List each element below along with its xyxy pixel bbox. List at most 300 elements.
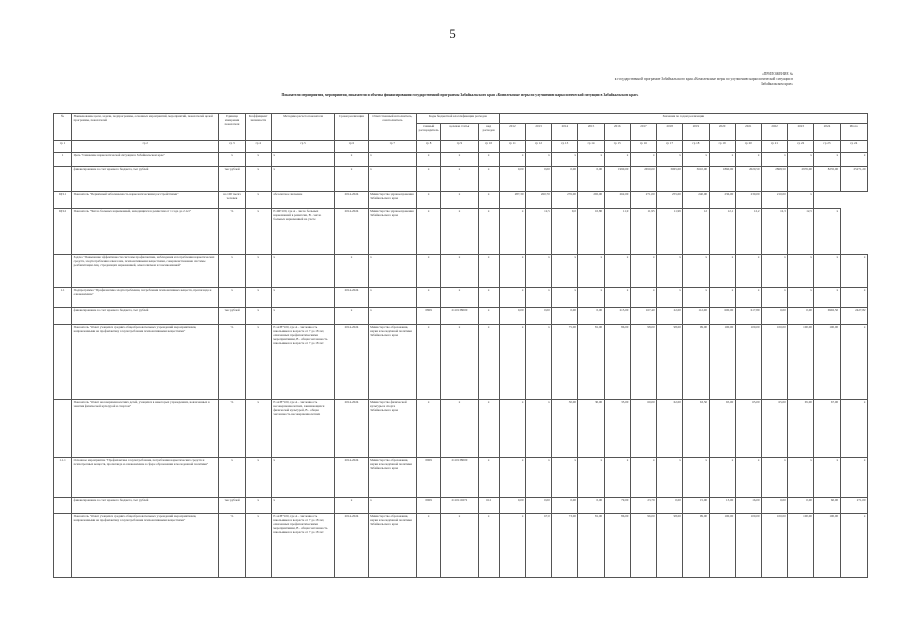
table-cell: х [683, 288, 709, 308]
table-cell: х [578, 255, 604, 288]
table-cell: абсолютное значение [271, 192, 335, 209]
table-cell: 100,00 [788, 325, 814, 400]
row-name-cell: финансирование за счет краевого бюджета, тыс рублей [72, 498, 219, 514]
column-numbers-row [54, 141, 868, 153]
table-cell: х [788, 255, 814, 288]
header-term: Сроки реализации [335, 114, 368, 141]
table-cell: х [219, 458, 245, 498]
table-cell: х [271, 153, 335, 167]
header-budget-sub: вид расходов [478, 124, 499, 141]
header-budget-sub: главный распорядитель [417, 124, 441, 141]
table-cell: х [499, 514, 525, 578]
table-cell: 276,00 [552, 192, 578, 209]
table-cell: х [441, 153, 478, 167]
table-row [54, 514, 868, 578]
table-cell: 1 [54, 153, 72, 167]
row-name-cell: финансирование за счет краевого бюджета, тыс рублей [72, 167, 219, 192]
column-number-cell: гр 11 [499, 141, 525, 153]
table-cell: х [245, 400, 271, 458]
table-cell: х [368, 167, 416, 192]
table-cell: 271,00 [840, 498, 867, 514]
table-cell: 60,00 [814, 498, 840, 514]
table-cell: 600,00 [709, 308, 735, 325]
table-cell: 2110110272 [441, 498, 478, 514]
table-cell: х [368, 498, 416, 514]
table-cell: 100,00 [761, 325, 787, 400]
table-cell: 0,00 [525, 167, 551, 192]
table-cell: х [368, 153, 416, 167]
table-cell: х [709, 153, 735, 167]
row-name-cell: Подпрограмма "Профилактика злоупотребления, потребления психоактивных веществ, пропаганда и ознакомление" [72, 288, 219, 308]
table-cell: х [630, 255, 656, 288]
header-unit: Единица измерения показателя [219, 114, 245, 141]
table-cell: 35,00 [604, 400, 630, 458]
table-cell: 240,00 [683, 192, 709, 209]
table-cell: х [735, 153, 761, 167]
table-cell: 67,0 [525, 514, 551, 578]
table-cell: 2014-2024 [335, 288, 368, 308]
table-row [54, 498, 868, 514]
column-number-cell: гр 12 [525, 141, 551, 153]
table-cell: 65,00 [709, 400, 735, 458]
table-cell: тыс рублей [219, 498, 245, 514]
table-cell: х [840, 325, 867, 400]
table-cell: 81,00 [578, 325, 604, 400]
table-cell: 15,00 [683, 498, 709, 514]
table-cell: х [499, 255, 525, 288]
header-coef: Коэффициент значимости [245, 114, 271, 141]
column-number-cell: гр 1 [54, 141, 72, 153]
table-cell: х [525, 458, 551, 498]
table-cell: х [814, 255, 840, 288]
table-cell: 30,00 [552, 400, 578, 458]
table-cell: 260,70 [525, 192, 551, 209]
table-cell: 0,00 [788, 498, 814, 514]
table-cell: 12 [683, 209, 709, 255]
table-cell: 22,00 [657, 308, 683, 325]
table-cell: х [630, 458, 656, 498]
table-cell: х [441, 192, 478, 209]
table-cell: х [604, 288, 630, 308]
table-cell: 16,00 [735, 498, 761, 514]
table-cell: 12,1 [709, 209, 735, 255]
column-number-cell: гр 20 [735, 141, 761, 153]
table-cell: 0809 [417, 308, 441, 325]
table-cell: 2110138000 [441, 308, 478, 325]
table-cell: х [417, 167, 441, 192]
table-row [54, 400, 868, 458]
table-cell: тыс рублей [219, 167, 245, 192]
table-cell: х [840, 458, 867, 498]
table-cell: х [840, 288, 867, 308]
table-cell: х [245, 308, 271, 325]
row-name-cell: Показатель "Число больных наркоманией, находящихся в ремиссии от 1 года до 2 лет" [72, 209, 219, 255]
table-cell: х [604, 255, 630, 288]
table-cell: х [814, 153, 840, 167]
table-cell: х [441, 400, 478, 458]
appendix-line-1: к государственной программе Забайкальского края «Комплексные меры по улучшению наркологической ситуации в [614, 77, 793, 81]
table-cell: х [578, 458, 604, 498]
table-cell: 3065,00 [657, 167, 683, 192]
table-cell: 0909 [417, 458, 441, 498]
header-year: 2013 [525, 124, 551, 141]
column-number-cell: гр 23 [814, 141, 840, 153]
table-cell: х [478, 325, 499, 400]
table-cell: 2650,00 [630, 167, 656, 192]
table-cell: 67,00 [814, 400, 840, 458]
table-cell: 60,00 [630, 400, 656, 458]
header-year: 2014 [552, 124, 578, 141]
table-cell [54, 308, 72, 325]
table-cell: х [441, 325, 478, 400]
table-cell: 2014-2024 [335, 400, 368, 458]
table-cell: 75,00 [552, 325, 578, 400]
table-cell: х [478, 308, 499, 325]
table-cell: х [735, 458, 761, 498]
table-row [54, 167, 868, 192]
header-year: 2016 [604, 124, 630, 141]
table-cell: х [441, 514, 478, 578]
table-cell: х [441, 288, 478, 308]
table-cell: 0,00 [788, 308, 814, 325]
table-cell: 271,00 [630, 192, 656, 209]
table-cell: 262,00 [604, 192, 630, 209]
row-name-cell: Показатель "Охват учащихся средних общеобразовательных учреждений мероприятиями, направленными на профилактику злоупотребления психоактивными веществами" [72, 514, 219, 578]
table-cell [54, 325, 72, 400]
table-cell: х [478, 458, 499, 498]
table-cell: 12,3 [761, 209, 787, 255]
table-cell: % [219, 514, 245, 578]
table-cell: 112,00 [683, 308, 709, 325]
table-cell: 230,00 [735, 192, 761, 209]
table-cell: х [552, 153, 578, 167]
table-cell: ЦП.1 [54, 192, 72, 209]
table-cell: 12,5 [525, 209, 551, 255]
appendix-block [513, 72, 793, 87]
header-budget-sub: целевая статья [441, 124, 478, 141]
table-cell: 10,80 [578, 209, 604, 255]
table-cell: 1860,00 [709, 167, 735, 192]
table-cell: 1990,00 [604, 167, 630, 192]
column-number-cell: гр 2 [72, 141, 219, 153]
table-cell: х [335, 498, 368, 514]
table-cell: х [417, 325, 441, 400]
table-cell: х [368, 308, 416, 325]
header-year: 2015 [578, 124, 604, 141]
table-cell: х [814, 458, 840, 498]
column-number-cell: гр 4 [245, 141, 271, 153]
table-cell: х [735, 288, 761, 308]
table-cell: х [657, 153, 683, 167]
table-cell: 12,2 [735, 209, 761, 255]
table-cell: 30,00 [578, 400, 604, 458]
table-cell: 100,00 [735, 514, 761, 578]
table-cell: х [657, 458, 683, 498]
table-cell: х [604, 153, 630, 167]
table-cell: Министерство образования, науки и молодёжной политики Забайкальского края [368, 458, 416, 498]
table-cell: тыс рублей [219, 308, 245, 325]
table-cell: х [245, 209, 271, 255]
table-cell: 0,00 [499, 308, 525, 325]
table-cell: 86,00 [604, 514, 630, 578]
table-cell: 98,00 [657, 514, 683, 578]
header-year: 2024 [814, 124, 840, 141]
header-year: 2018 [657, 124, 683, 141]
table-cell: х [245, 167, 271, 192]
table-cell: х [245, 325, 271, 400]
table-cell: 100,00 [814, 325, 840, 400]
table-cell: Р=А/В*100, где А - численность школьников в возрасте от 7 до 18 лет, охваченных профилактическими мероприятиями, В - общая численность школьников в возрасте от 7 до 18 лет [271, 325, 335, 400]
table-cell: х [788, 192, 814, 209]
table-cell: 65,00 [788, 400, 814, 458]
row-name-cell: Показатель "Охват учащихся средних общеобразовательных учреждений мероприятиями, направленными на профилактику злоупотребления психоактивными веществами" [72, 325, 219, 400]
table-cell: х [441, 167, 478, 192]
table-cell: 0,00 [578, 167, 604, 192]
table-cell: х [525, 325, 551, 400]
header-year: 2022 [761, 124, 787, 141]
table-cell: х [552, 255, 578, 288]
table-cell: 2014-2024 [335, 514, 368, 578]
table-cell: 617,89 [735, 308, 761, 325]
column-number-cell: гр 6 [335, 141, 368, 153]
table-row [54, 325, 868, 400]
column-number-cell: гр 22 [788, 141, 814, 153]
table-cell: 255,00 [657, 192, 683, 209]
table-cell: 8235,00 [814, 167, 840, 192]
table-cell: 86,00 [604, 325, 630, 400]
table-cell: 2868,50 [761, 167, 787, 192]
table-cell: 3610,00 [683, 167, 709, 192]
table-cell: 2110138000 [441, 458, 478, 498]
table-cell: 79,00 [604, 498, 630, 514]
row-name-cell: Задача "Повышение эффективности системы профилактики, наблюдения и потребления наркотических средств, злоупотребления алкоголем, психоактивными веществами, совершенствование системы реабилитации лиц, страдающих наркоманией, алкоголизмом и токсикоманией" [72, 255, 219, 288]
table-cell: х [525, 400, 551, 458]
table-cell: х [478, 255, 499, 288]
table-cell: 2014-2024 [335, 458, 368, 498]
table-cell: 99,00 [683, 325, 709, 400]
table-cell: х [735, 255, 761, 288]
table-row [54, 153, 868, 167]
table-cell: х [478, 514, 499, 578]
header-method: Методика расчета показателя [271, 114, 335, 141]
table-cell: х [271, 498, 335, 514]
table-cell: х [417, 192, 441, 209]
header-resp: Ответственный исполнитель, соисполнитель [368, 114, 416, 141]
table-cell: Министерство образования, науки и молодёжной политики Забайкальского края [368, 514, 416, 578]
table-cell: х [499, 400, 525, 458]
table-cell: х [219, 153, 245, 167]
table-cell: х [630, 288, 656, 308]
table-cell: х [271, 255, 335, 288]
row-name-cell: Показатель "Охват несовершеннолетних детей, учащихся в некоторых учреждениях, вовлеченных в занятия физической культурой и спортом" [72, 400, 219, 458]
column-number-cell: гр 8 [417, 141, 441, 153]
header-no: № [54, 114, 72, 141]
row-name-cell: финансирование за счет краевого бюджета, тыс рублей [72, 308, 219, 325]
table-cell: на 100 тысяч человек [219, 192, 245, 209]
table-cell: х [499, 325, 525, 400]
table-cell [54, 498, 72, 514]
table-cell: х [657, 255, 683, 288]
table-cell: х [840, 153, 867, 167]
table-cell: х [788, 153, 814, 167]
row-name-cell: Показатель "Первичный заболеваемость наркологическими расстройствами" [72, 192, 219, 209]
header-name: Наименование цели, задачи, подпрограммы, основных мероприятий, мероприятий, показателей целей программы, показателей [72, 114, 219, 141]
table-cell: 0,00 [552, 308, 578, 325]
table-cell: х [245, 153, 271, 167]
table-cell: х [499, 288, 525, 308]
table-cell: х [578, 288, 604, 308]
table-cell: х [417, 288, 441, 308]
table-cell: х [683, 153, 709, 167]
header-year: 2021 [735, 124, 761, 141]
table-cell: х [271, 288, 335, 308]
table-cell: х [525, 288, 551, 308]
table-cell: 96,00 [630, 514, 656, 578]
table-cell: х [417, 153, 441, 167]
table-cell: х [478, 153, 499, 167]
appendix-title: «ПРИЛОЖЕНИЕ № [761, 72, 793, 76]
table-cell: 215,00 [604, 308, 630, 325]
table-cell [54, 400, 72, 458]
column-number-cell: гр 18 [683, 141, 709, 153]
table-cell: 2014-2024 [335, 209, 368, 255]
table-cell: 23,79 [630, 498, 656, 514]
column-number-cell: гр 13 [552, 141, 578, 153]
table-cell: 100,00 [709, 514, 735, 578]
table-cell: х [478, 400, 499, 458]
table-cell: х [271, 458, 335, 498]
table-cell: х [219, 255, 245, 288]
table-cell: х [814, 288, 840, 308]
table-cell: х [709, 288, 735, 308]
table-cell: х [840, 514, 867, 578]
table-cell: х [578, 153, 604, 167]
table-cell: % [219, 400, 245, 458]
table-cell: х [761, 255, 787, 288]
table-cell: 11,95 [630, 209, 656, 255]
table-cell: х [441, 209, 478, 255]
table-cell: х [478, 288, 499, 308]
table-cell: 63,50 [683, 400, 709, 458]
header-year: 2017 [630, 124, 656, 141]
table-cell: х [552, 288, 578, 308]
table-cell: 98,00 [657, 325, 683, 400]
header-budget-code: Коды бюджетной классификации расходов [417, 114, 500, 124]
table-cell: 265,00 [578, 192, 604, 209]
table-cell: х [683, 458, 709, 498]
header-year: 2020 [709, 124, 735, 141]
column-number-cell: гр 3 [219, 141, 245, 153]
table-cell: х [499, 153, 525, 167]
table-cell: 0,00 [552, 498, 578, 514]
table-cell: 100,00 [709, 325, 735, 400]
table-cell: 167,40 [630, 308, 656, 325]
table-cell: Министерство здравоохранения Забайкальского края [368, 209, 416, 255]
column-number-cell: гр 19 [709, 141, 735, 153]
table-cell: 1.1.1 [54, 458, 72, 498]
table-row [54, 255, 868, 288]
table-cell: 81,00 [578, 514, 604, 578]
column-number-cell: гр 24 [840, 141, 867, 153]
table-cell [54, 255, 72, 288]
table-cell: 0,00 [657, 498, 683, 514]
table-cell: 0,00 [525, 308, 551, 325]
table-cell: х [552, 458, 578, 498]
column-number-cell: гр 21 [761, 141, 787, 153]
table-cell: 0,00 [499, 167, 525, 192]
table-cell: 6992,50 [814, 308, 840, 325]
table-cell: 0,00 [499, 498, 525, 514]
table-cell: х [335, 255, 368, 288]
table-cell: 2014-2024 [335, 325, 368, 400]
table-cell: х [417, 255, 441, 288]
table-cell: 0,00 [578, 308, 604, 325]
table-cell: 287,30 [499, 192, 525, 209]
table-cell: 0909 [417, 498, 441, 514]
table-cell: 236,00 [709, 192, 735, 209]
table-cell: х [441, 255, 478, 288]
table-cell: Министерство образования, науки и молодёжной политики Забайкальского края [368, 325, 416, 400]
table-cell: 2014-2024 [335, 192, 368, 209]
column-number-cell: гр 16 [630, 141, 656, 153]
table-cell: х [499, 458, 525, 498]
table-cell: 12,5 [788, 209, 814, 255]
table-cell: х [478, 209, 499, 255]
column-number-cell: гр 10 [478, 141, 499, 153]
header-year: Итого [840, 124, 867, 141]
table-cell: х [271, 308, 335, 325]
table-cell: х [245, 514, 271, 578]
table-cell: 25271,20 [840, 167, 867, 192]
table-cell: 11,9 [604, 209, 630, 255]
table-cell: х [525, 153, 551, 167]
table-cell: х [245, 458, 271, 498]
table-cell: х [478, 192, 499, 209]
table-row [54, 192, 868, 209]
table-row [54, 308, 868, 325]
table-cell: х [525, 255, 551, 288]
table-cell: 2020,50 [735, 167, 761, 192]
table-cell: х [417, 209, 441, 255]
table-cell: 100,00 [788, 514, 814, 578]
table-cell: 13,00 [709, 498, 735, 514]
table-cell: х [368, 255, 416, 288]
table-cell: 73,00 [552, 514, 578, 578]
table-cell: х [478, 167, 499, 192]
table-cell: 0,00 [552, 167, 578, 192]
table-cell: 2427,82 [840, 308, 867, 325]
table-cell: х [761, 458, 787, 498]
table-cell: 11,99 [657, 209, 683, 255]
column-number-cell: гр 15 [604, 141, 630, 153]
table-cell: Министерство физической культуры и спорта Забайкальского края [368, 400, 416, 458]
table-cell: 100,00 [761, 514, 787, 578]
table-cell: х [683, 255, 709, 288]
table-cell: % [219, 209, 245, 255]
header-row-1 [54, 114, 868, 124]
table-cell: х [761, 288, 787, 308]
table-cell: х [761, 153, 787, 167]
table-cell: 65,00 [761, 400, 787, 458]
row-name-cell: Цель "Снижение наркологической ситуации в Забайкальском крае" [72, 153, 219, 167]
table-row [54, 458, 868, 498]
table-cell: 0,00 [761, 308, 787, 325]
table-cell: 210,00 [761, 192, 787, 209]
column-number-cell: гр 17 [657, 141, 683, 153]
table-cell: ЦП.2 [54, 209, 72, 255]
table-cell: Р=А/В*100, где А - численность школьников в возрасте от 7 до 18 лет, охваченных профилактическими мероприятиями, В - общая численность школьников в возрасте от 7 до 18 лет [271, 514, 335, 578]
table-cell: 98,00 [630, 325, 656, 400]
